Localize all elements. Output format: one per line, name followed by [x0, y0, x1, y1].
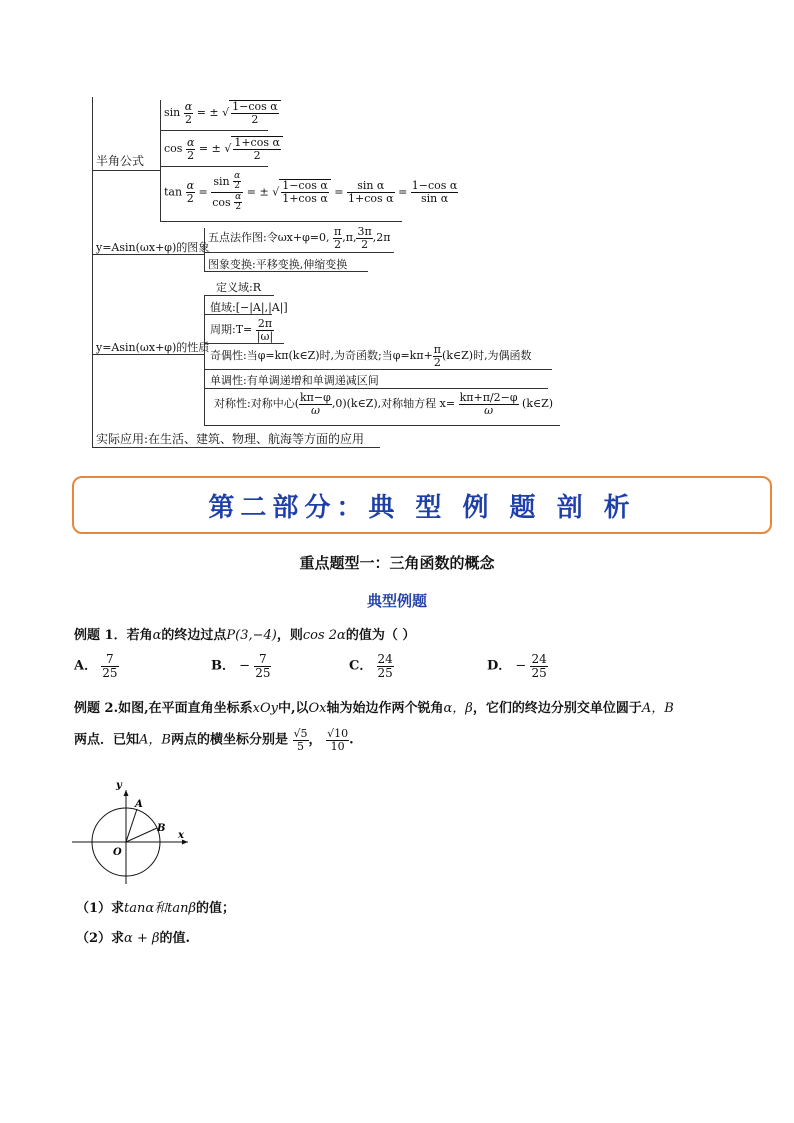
mindmap-spine — [92, 97, 93, 447]
y-axis-arrow — [124, 790, 129, 796]
banner-title: 第二部分：典 型 例 题 剖 析 — [208, 492, 636, 523]
property-range: 值域:[−|A|,|A|] — [210, 301, 288, 314]
half-angle-underline — [92, 170, 160, 171]
property-symmetry: 对称性:对称中心( $\frac{k\pi-\varphi}{\omega}$ ,0)(k∈Z),对称轴方程 x= $\frac{k\pi+\pi/2-\varphi}{\omega}$ (k∈Z) — [214, 391, 554, 417]
property-domain: 定义域:R — [216, 281, 261, 294]
origin-label: O — [113, 847, 122, 858]
graph-transform: 图象变换:平移变换,伸缩变换 — [208, 258, 348, 271]
example-1-option-a[interactable]: A． $\frac{7}{25}$ — [74, 652, 118, 680]
x-axis-label: x — [178, 830, 184, 841]
point-b-label: B — [157, 823, 166, 834]
property-period: 周期:T= $\frac{2\pi}{|\omega|}$ — [210, 317, 274, 343]
y-axis-label: y — [116, 780, 122, 791]
half-angle-tan-formula: tan $\frac{\alpha}{2}$ = sin $\frac{\alpha}{2}$ cos $\frac{\alpha}{2}$ = ± √ $\frac{\text{1−cos α}}{\text{1+cos α}}$ = $\frac{\text{sin α}}{\text{1+cos α}}$ = $\frac{\text{1−cos α}}{\text{sin α}}$ — [164, 171, 458, 213]
section-title: 重点题型一：三角函数的概念 — [299, 554, 495, 572]
property-monotone: 单调性:有单调递增和单调递减区间 — [210, 374, 379, 387]
half-angle-sin-formula: sin $\frac{\alpha}{2}$ = ± √ $\frac{\text{1−cos α}}{2}$ — [164, 100, 281, 125]
example-1-option-b[interactable]: B． − $\frac{7}{25}$ — [211, 652, 271, 680]
properties-label: y=Asin(ωx+φ)的性质 — [96, 341, 210, 354]
question-1: （1）求tanα和tanβ的值； — [76, 901, 236, 916]
half-angle-cos-formula: cos $\frac{\alpha}{2}$ = ± √ $\frac{\text{1+cos α}}{2}$ — [164, 136, 283, 161]
half-angle-bracket — [160, 100, 161, 222]
section-heading-row — [0, 552, 794, 573]
property-parity: 奇偶性:当φ=kπ(k∈Z)时,为奇函数;当φ=kπ+ $\frac{\pi}{2}$ (k∈Z)时,为偶函数 — [210, 343, 532, 369]
example-2-line-1: 例题 2.如图,在平面直角坐标系xOy中,以Ox轴为始边作两个锐角α，β，它们的终边分别交单位圆于A，B — [74, 701, 674, 716]
point-a-label: A — [135, 799, 143, 810]
subsection-heading-row — [0, 590, 794, 611]
example-1-option-d[interactable]: D． − $\frac{24}{25}$ — [487, 652, 547, 680]
example-1-stem: 例题 1．若角α的终边过点P(3,−4)，则cos 2α的值为（ ） — [74, 628, 416, 643]
part-two-banner — [72, 476, 772, 534]
ray-b — [126, 828, 157, 842]
half-angle-label: 半角公式 — [96, 154, 145, 168]
ray-a — [126, 809, 137, 842]
graph-label: y=Asin(ωx+φ)的图象 — [96, 241, 210, 254]
example-1-option-c[interactable]: C． $\frac{24}{25}$ — [349, 652, 393, 680]
unit-circle-figure — [68, 776, 198, 888]
subsection-title: 典型例题 — [366, 592, 427, 610]
application-label: 实际应用:在生活、建筑、物理、航海等方面的应用 — [96, 432, 365, 446]
five-point-method: 五点法作图:令ωx+φ=0, $\frac{\pi}{2}$ ,π, $\frac{3\pi}{2}$ ,2π — [208, 225, 391, 251]
question-2: （2）求α + β的值. — [76, 931, 191, 946]
example-2-line-2: 两点．已知A，B两点的横坐标分别是 $\frac{√5}{5}$ ， $\frac{√10}{10}$ . — [74, 727, 354, 753]
